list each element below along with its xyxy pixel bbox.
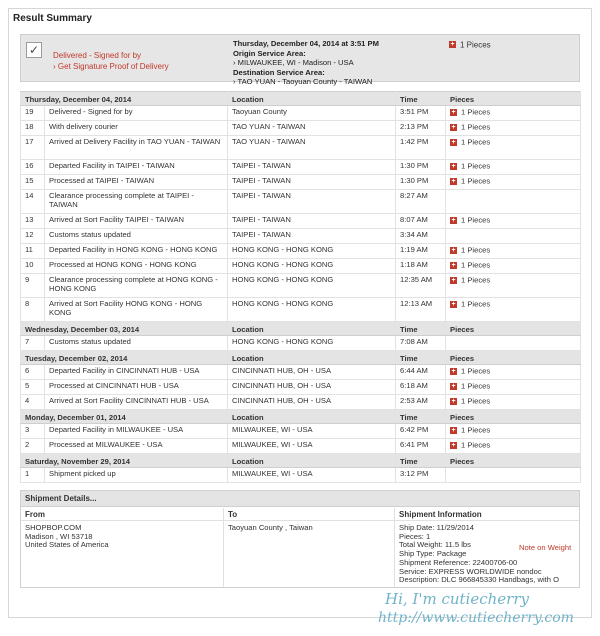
location-header: Location: [228, 454, 396, 468]
arrow-right-icon: ›: [53, 62, 56, 71]
row-location: TAIPEI - TAIWAN: [228, 160, 396, 175]
table-row: [21, 395, 581, 410]
destination-label: Destination Service Area:: [233, 67, 325, 77]
row-location: MILWAUKEE, WI - USA: [228, 439, 396, 454]
page-title: Result Summary: [13, 13, 92, 24]
watermark-url: http://www.cutiecherry.com: [378, 610, 574, 626]
ship-service: Service: EXPRESS WORLDWIDE nondoc: [399, 566, 542, 576]
row-description: Processed at MILWAUKEE - USA: [45, 439, 228, 454]
row-location: HONG KONG - HONG KONG: [228, 274, 396, 298]
row-pieces: 1 Pieces: [461, 440, 491, 450]
divider: [223, 508, 224, 587]
time-header: Time: [396, 322, 446, 336]
plus-icon: +: [451, 123, 456, 131]
row-description: Departed Facility in TAIPEI - TAIWAN: [45, 160, 228, 175]
row-description: Processed at CINCINNATI HUB - USA: [45, 380, 228, 395]
date-group-header: [21, 322, 581, 336]
from-header: From: [25, 510, 45, 519]
table-row: [21, 274, 581, 298]
row-number: 13: [21, 214, 45, 229]
plus-icon: +: [451, 162, 456, 170]
row-time: 3:12 PM: [396, 468, 446, 483]
row-time: 12:35 AM: [396, 274, 446, 298]
row-number: 16: [21, 160, 45, 175]
row-description: Arrived at Sort Facility TAIPEI - TAIWAN: [45, 214, 228, 229]
plus-icon: +: [451, 276, 456, 284]
to-address: [228, 524, 313, 533]
row-pieces-cell[interactable]: [446, 106, 581, 121]
row-time: 8:27 AM: [396, 190, 446, 214]
row-pieces: 1 Pieces: [461, 396, 491, 406]
group-date: Thursday, December 04, 2014: [21, 92, 228, 106]
plus-icon: +: [450, 41, 455, 49]
row-location: TAO YUAN - TAIWAN: [228, 136, 396, 160]
row-pieces: 1 Pieces: [461, 366, 491, 376]
result-summary-box: [20, 34, 580, 86]
row-pieces: 1 Pieces: [461, 215, 491, 225]
row-description: Arrived at Delivery Facility in TAO YUAN - TAIWAN: [45, 136, 228, 160]
row-location: CINCINNATI HUB, OH - USA: [228, 365, 396, 380]
row-number: 18: [21, 121, 45, 136]
table-row: [21, 365, 581, 380]
info-header: Shipment Information: [399, 510, 482, 519]
signature-proof-label: Get Signature Proof of Delivery: [57, 62, 169, 71]
date-group-header: [21, 92, 581, 106]
pieces-header: Pieces: [446, 322, 581, 336]
row-time: 1:30 PM: [396, 175, 446, 190]
pieces-header: Pieces: [446, 410, 581, 424]
row-location: MILWAUKEE, WI - USA: [228, 468, 396, 483]
location-header: Location: [228, 322, 396, 336]
row-number: 11: [21, 244, 45, 259]
row-pieces: 1 Pieces: [461, 260, 491, 270]
row-pieces: 1 Pieces: [461, 137, 491, 147]
time-header: Time: [396, 351, 446, 365]
destination-value: TAO YUAN - Taoyuan County - TAIWAN: [237, 77, 373, 86]
row-number: 10: [21, 259, 45, 274]
from-city: Madison , WI 53718: [25, 531, 93, 541]
from-country: United States of America: [25, 540, 109, 550]
row-location: HONG KONG - HONG KONG: [228, 244, 396, 259]
watermark-text: Hi, I'm cutiecherry: [385, 590, 529, 608]
row-number: 19: [21, 106, 45, 121]
row-pieces-cell[interactable]: [446, 121, 581, 136]
row-number: 14: [21, 190, 45, 214]
table-row: [21, 336, 581, 351]
row-location: MILWAUKEE, WI - USA: [228, 424, 396, 439]
row-description: Departed Facility in MILWAUKEE - USA: [45, 424, 228, 439]
row-pieces-cell[interactable]: [446, 298, 581, 322]
plus-icon: +: [451, 177, 456, 185]
table-row: [21, 229, 581, 244]
ship-type: Ship Type: Package: [399, 549, 467, 559]
shipment-info: [399, 524, 559, 585]
table-row: [21, 121, 581, 136]
date-group-header: [21, 410, 581, 424]
shipment-details-title: Shipment Details...: [21, 491, 579, 507]
to-header: To: [228, 510, 238, 519]
row-description: Customs status updated: [45, 229, 228, 244]
details-column-headers: [21, 508, 579, 521]
row-number: 1: [21, 468, 45, 483]
table-row: [21, 214, 581, 229]
group-date: Tuesday, December 02, 2014: [21, 351, 228, 365]
row-time: 1:42 PM: [396, 136, 446, 160]
signature-proof-link[interactable]: [53, 62, 169, 71]
row-description: Departed Facility in HONG KONG - HONG KONG: [45, 244, 228, 259]
row-location: HONG KONG - HONG KONG: [228, 298, 396, 322]
summary-date: Thursday, December 04, 2014 at 3:51 PM: [233, 39, 379, 48]
tracking-table: [20, 91, 581, 483]
summary-pieces-toggle[interactable]: [449, 40, 491, 49]
row-location: CINCINNATI HUB, OH - USA: [228, 380, 396, 395]
row-number: 6: [21, 365, 45, 380]
table-row: [21, 190, 581, 214]
row-time: 6:41 PM: [396, 439, 446, 454]
row-description: Shipment picked up: [45, 468, 228, 483]
row-time: 12:13 AM: [396, 298, 446, 322]
table-row: [21, 380, 581, 395]
table-row: [21, 175, 581, 190]
table-row: [21, 259, 581, 274]
time-header: Time: [396, 454, 446, 468]
plus-icon: +: [451, 138, 456, 146]
plus-icon: +: [451, 397, 456, 405]
pieces-header: Pieces: [446, 454, 581, 468]
row-time: 6:42 PM: [396, 424, 446, 439]
from-address: [25, 524, 109, 550]
row-location: Taoyuan County: [228, 106, 396, 121]
row-time: 1:30 PM: [396, 160, 446, 175]
time-header: Time: [396, 92, 446, 106]
row-description: Arrived at Sort Facility CINCINNATI HUB - USA: [45, 395, 228, 410]
origin-label: Origin Service Area:: [233, 48, 306, 58]
row-number: 9: [21, 274, 45, 298]
row-number: 8: [21, 298, 45, 322]
row-description: Delivered - Signed for by: [45, 106, 228, 121]
row-time: 1:19 AM: [396, 244, 446, 259]
row-number: 17: [21, 136, 45, 160]
row-pieces-cell[interactable]: [446, 439, 581, 454]
row-pieces: 1 Pieces: [461, 161, 491, 171]
row-pieces-cell[interactable]: [446, 395, 581, 410]
row-time: 3:51 PM: [396, 106, 446, 121]
row-time: 2:53 AM: [396, 395, 446, 410]
row-pieces: 1 Pieces: [461, 245, 491, 255]
row-time: 7:08 AM: [396, 336, 446, 351]
table-row: [21, 244, 581, 259]
row-location: HONG KONG - HONG KONG: [228, 336, 396, 351]
date-group-header: [21, 454, 581, 468]
row-description: Arrived at Sort Facility HONG KONG - HONG KONG: [45, 298, 228, 322]
ship-date: Ship Date: 11/29/2014: [399, 523, 475, 532]
row-time: 2:13 PM: [396, 121, 446, 136]
row-pieces-cell[interactable]: [446, 136, 581, 160]
plus-icon: +: [451, 216, 456, 224]
note-on-weight-link[interactable]: Note on Weight: [519, 543, 572, 552]
row-description: Processed at HONG KONG - HONG KONG: [45, 259, 228, 274]
row-time: 1:18 AM: [396, 259, 446, 274]
table-row: [21, 106, 581, 121]
summary-info: Thursday, December 04, 2014 at 3:51 PM Origin Service Area: › MILWAUKEE, WI - Madison - USA Destination Service Area: › TAO YUAN - Taoyuan County - TAIWAN: [233, 39, 379, 86]
table-row: [21, 136, 581, 160]
plus-icon: +: [451, 441, 456, 449]
table-row: [21, 160, 581, 175]
location-header: Location: [228, 410, 396, 424]
table-row: [21, 468, 581, 483]
plus-icon: +: [451, 367, 456, 375]
row-pieces: 1 Pieces: [461, 275, 491, 285]
date-group-header: [21, 351, 581, 365]
row-pieces: 1 Pieces: [461, 122, 491, 132]
row-number: 2: [21, 439, 45, 454]
row-location: TAO YUAN - TAIWAN: [228, 121, 396, 136]
group-date: Monday, December 01, 2014: [21, 410, 228, 424]
row-pieces-cell: [446, 468, 581, 483]
row-pieces: 1 Pieces: [461, 299, 491, 309]
row-description: With delivery courier: [45, 121, 228, 136]
divider: [394, 508, 395, 587]
row-pieces-cell[interactable]: [446, 424, 581, 439]
row-number: 4: [21, 395, 45, 410]
row-pieces-cell[interactable]: [446, 214, 581, 229]
group-date: Wednesday, December 03, 2014: [21, 322, 228, 336]
row-number: 12: [21, 229, 45, 244]
row-location: TAIPEI - TAIWAN: [228, 229, 396, 244]
row-number: 15: [21, 175, 45, 190]
row-description: Clearance processing complete at TAIPEI - TAIWAN: [45, 190, 228, 214]
plus-icon: +: [451, 382, 456, 390]
row-description: Customs status updated: [45, 336, 228, 351]
ship-reference: Shipment Reference: 22400706-00: [399, 557, 518, 567]
plus-icon: +: [451, 261, 456, 269]
row-location: TAIPEI - TAIWAN: [228, 214, 396, 229]
row-pieces-cell: [446, 190, 581, 214]
time-header: Time: [396, 410, 446, 424]
row-number: 3: [21, 424, 45, 439]
row-time: 6:18 AM: [396, 380, 446, 395]
row-description: Processed at TAIPEI - TAIWAN: [45, 175, 228, 190]
row-number: 7: [21, 336, 45, 351]
row-location: TAIPEI - TAIWAN: [228, 190, 396, 214]
delivery-status: Delivered - Signed for by: [53, 51, 142, 60]
row-pieces-cell[interactable]: [446, 274, 581, 298]
row-time: 6:44 AM: [396, 365, 446, 380]
pieces-header: Pieces: [446, 92, 581, 106]
row-pieces-cell[interactable]: [446, 365, 581, 380]
row-pieces: 1 Pieces: [461, 107, 491, 117]
group-date: Saturday, November 29, 2014: [21, 454, 228, 468]
row-pieces: 1 Pieces: [461, 176, 491, 186]
row-pieces: 1 Pieces: [461, 381, 491, 391]
plus-icon: +: [451, 246, 456, 254]
row-number: 5: [21, 380, 45, 395]
ship-pieces: Pieces: 1: [399, 531, 431, 541]
ship-description: Description: DLC 966845330 Handbags, with O: [399, 575, 559, 585]
plus-icon: +: [451, 426, 456, 434]
from-name: SHOPBOP.COM: [25, 523, 82, 532]
ship-weight: Total Weight: 11.5 lbs: [399, 540, 471, 550]
row-pieces-cell[interactable]: [446, 380, 581, 395]
check-icon: ✓: [26, 42, 42, 58]
row-time: 8:07 AM: [396, 214, 446, 229]
summary-pieces: 1 Pieces: [460, 40, 491, 50]
to-value: Taoyuan County , Taiwan: [228, 523, 313, 532]
table-row: [21, 424, 581, 439]
pieces-header: Pieces: [446, 351, 581, 365]
row-pieces-cell[interactable]: [446, 244, 581, 259]
row-description: Clearance processing complete at HONG KONG - HONG KONG: [45, 274, 228, 298]
row-location: CINCINNATI HUB, OH - USA: [228, 395, 396, 410]
plus-icon: +: [451, 108, 456, 116]
shipment-details: [20, 490, 580, 588]
plus-icon: +: [451, 300, 456, 308]
row-pieces-cell[interactable]: [446, 259, 581, 274]
location-header: Location: [228, 92, 396, 106]
table-row: [21, 298, 581, 322]
row-pieces-cell[interactable]: [446, 175, 581, 190]
row-location: HONG KONG - HONG KONG: [228, 259, 396, 274]
row-pieces-cell[interactable]: [446, 160, 581, 175]
row-pieces: 1 Pieces: [461, 425, 491, 435]
location-header: Location: [228, 351, 396, 365]
table-row: [21, 439, 581, 454]
row-description: Departed Facility in CINCINNATI HUB - USA: [45, 365, 228, 380]
origin-value: MILWAUKEE, WI - Madison - USA: [237, 58, 354, 67]
row-time: 3:34 AM: [396, 229, 446, 244]
row-pieces-cell: [446, 336, 581, 351]
row-pieces-cell: [446, 229, 581, 244]
row-location: TAIPEI - TAIWAN: [228, 175, 396, 190]
